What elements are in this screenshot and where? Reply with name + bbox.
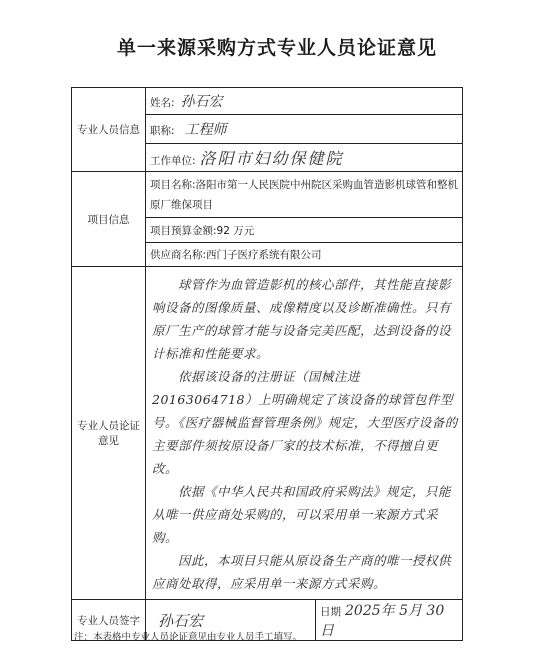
budget-cell [146, 218, 463, 243]
opinion-paragraph-3: 依据《中华人民共和国政府采购法》规定，只能从唯一供应商处采购的，可以采用单一来源方式采购。 [152, 484, 452, 545]
opinion-paragraph-2: 依据该设备的注册证（国械注进20163064718）上明确规定了该设备的球管包件型号。《医疗器械监督管理条例》规定，大型医疗设备的主要部件须按原设备厂家的技术标准，不得擅自更改。 [152, 369, 458, 476]
budget-value: 92 万元 [216, 224, 255, 237]
date-cell [316, 600, 463, 641]
personnel-section-label: 专业人员信息 [72, 88, 146, 172]
position-value: 工程师 [184, 122, 227, 138]
name-cell [146, 88, 463, 115]
footnote: 注：本表格中专业人员论证意见由专业人员手工填写。 [74, 632, 303, 643]
name-value: 孙石宏 [180, 94, 223, 110]
opinion-paragraph-1: 球管作为血管造影机的核心部件，其性能直接影响设备的图像质量、成像精度以及诊断准确性。只有原厂生产的球管才能与设备完美匹配，达到设备的设计标准和性能要求。 [152, 277, 452, 361]
project-name-value: 洛阳市第一人民医院中州院区采购血管造影机球管和整机原厂维保项目 [150, 178, 459, 211]
supplier-value: 西门子医疗系统有限公司 [206, 249, 322, 261]
unit-label: 工作单位: [150, 155, 196, 167]
signature-value: 孙石宏 [158, 611, 204, 630]
opinion-section-label: 专业人员论证意见 [72, 267, 146, 600]
date-label: 日期 [320, 606, 341, 618]
date-value: 2025年 5月 30日 [320, 603, 445, 639]
unit-cell [146, 144, 463, 172]
opinion-cell [146, 267, 463, 600]
position-cell [146, 115, 463, 144]
unit-value: 洛阳市妇幼保健院 [199, 149, 344, 168]
opinion-paragraph-4: 因此，本项目只能从原设备生产商的唯一授权供应商处取得，应采用单一来源方式采购。 [152, 553, 452, 591]
position-label: 职称: [150, 125, 175, 137]
opinion-form-table [71, 87, 463, 641]
budget-label: 项目预算金额: [150, 224, 217, 237]
project-name-label: 项目名称: [150, 178, 196, 191]
supplier-cell [146, 243, 463, 267]
project-section-label: 项目信息 [72, 172, 146, 267]
document-title: 单一来源采购方式专业人员论证意见 [116, 37, 437, 59]
project-name-cell [146, 172, 463, 218]
supplier-label: 供应商名称: [150, 249, 207, 261]
signature-label: 专业人员签字 [72, 600, 146, 641]
name-label: 姓名: [150, 97, 175, 109]
